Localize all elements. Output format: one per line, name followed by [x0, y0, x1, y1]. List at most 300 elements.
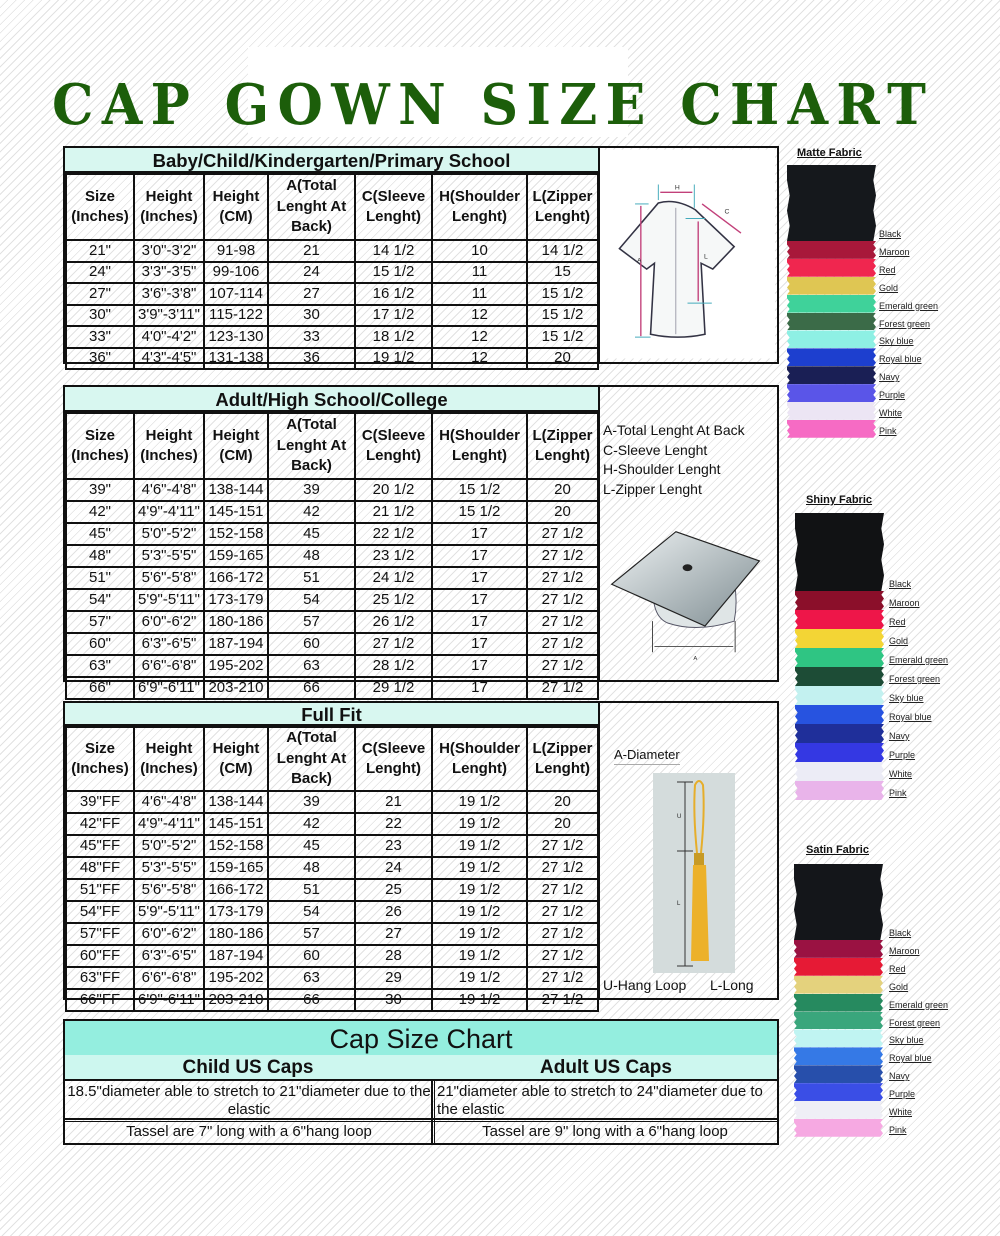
table-cell: 6'0"-6'2"	[134, 611, 204, 633]
table-row	[66, 945, 598, 967]
table-cell: 27 1/2	[527, 633, 598, 655]
tassel-diameter-label: A-Diameter	[614, 747, 680, 765]
table-cell: 60	[268, 945, 355, 967]
table-cell: 173-179	[204, 589, 268, 611]
column-header	[355, 727, 432, 791]
table-cell: 42"	[66, 501, 134, 523]
table-row	[66, 633, 598, 655]
fabric-color-label: White	[879, 408, 903, 418]
fabric-color-label: Maroon	[879, 246, 910, 257]
fabric-swatch	[795, 686, 884, 705]
table-cell: 6'6"-6'8"	[134, 967, 204, 989]
fabric-color-label: Maroon	[889, 598, 920, 608]
table-cell: 27 1/2	[527, 835, 598, 857]
table-cell: 159-165	[204, 857, 268, 879]
table-cell: 20	[527, 479, 598, 501]
column-header	[268, 174, 355, 240]
column-header	[355, 413, 432, 479]
table-cell: 20	[527, 501, 598, 523]
column-header-line: H(Shoulder	[439, 426, 520, 444]
table-cell: 15	[527, 262, 598, 284]
fabric-color-label: Royal blue	[879, 354, 922, 365]
table-row	[66, 479, 598, 501]
table-row	[66, 879, 598, 901]
table-cell: 27 1/2	[527, 545, 598, 567]
column-header	[527, 174, 598, 240]
header-row	[66, 174, 598, 240]
fabric-swatch	[787, 259, 876, 277]
table-cell: 123-130	[204, 326, 268, 348]
table-cell: 195-202	[204, 967, 268, 989]
table-cell: 159-165	[204, 545, 268, 567]
table-cell: 6'3"-6'5"	[134, 633, 204, 655]
table-row	[66, 835, 598, 857]
table-cell: 39"	[66, 479, 134, 501]
table-cell: 39	[268, 791, 355, 813]
column-header-line: Height	[145, 187, 193, 205]
table-cell: 27 1/2	[355, 633, 432, 655]
table-cell: 19 1/2	[432, 989, 527, 1011]
column-header-line: (Inches)	[140, 208, 198, 225]
table-cell: 19 1/2	[432, 879, 527, 901]
table-cell: 54	[268, 901, 355, 923]
fabric-color-label: Forest green	[889, 1017, 941, 1028]
table-cell: 20 1/2	[355, 479, 432, 501]
fabric-color-label: Forest green	[889, 674, 941, 684]
table-cell: 16 1/2	[355, 283, 432, 305]
fabric-color-label: Navy	[879, 372, 900, 383]
fabric-swatch-column	[787, 165, 876, 438]
cap-label-a: A	[693, 656, 698, 663]
fabric-color-label: Red	[889, 617, 906, 627]
table-cell: 17	[432, 655, 527, 677]
table-cell: 12	[432, 305, 527, 327]
table-cell: 203-210	[204, 677, 268, 699]
fabric-color-label: Sky blue	[889, 693, 924, 703]
header-row	[66, 727, 598, 791]
table-cell: 33"	[66, 326, 134, 348]
fabric-color-label: White	[889, 1107, 913, 1117]
column-header	[134, 727, 204, 791]
table-cell: 66	[268, 989, 355, 1011]
table-cell: 28 1/2	[355, 655, 432, 677]
legend-and-cap-panel	[598, 387, 777, 680]
table-cell: 24	[268, 262, 355, 284]
column-header-line: Lenght)	[452, 760, 507, 777]
table-cell: 203-210	[204, 989, 268, 1011]
fabric-swatch	[795, 724, 884, 743]
table-cell: 27 1/2	[527, 857, 598, 879]
table-cell: 138-144	[204, 791, 268, 813]
table-cell: 26	[355, 901, 432, 923]
table-cell: 15 1/2	[432, 501, 527, 523]
column-header-line: Lenght At	[276, 197, 347, 215]
table-row	[66, 611, 598, 633]
table-cell: 4'9"-4'11"	[134, 813, 204, 835]
fabric-title: Shiny Fabric	[806, 494, 873, 506]
fabric-swatch	[787, 241, 876, 259]
column-header-line: (CM)	[219, 760, 253, 777]
table-cell: 6'6"-6'8"	[134, 655, 204, 677]
fabric-color-label: Maroon	[889, 945, 920, 956]
fabric-swatch	[787, 330, 876, 348]
table-cell: 166-172	[204, 879, 268, 901]
table-cell: 23 1/2	[355, 545, 432, 567]
table-cell: 48"FF	[66, 857, 134, 879]
table-cell: 115-122	[204, 305, 268, 327]
table-cell: 166-172	[204, 567, 268, 589]
fabric-swatch	[795, 762, 884, 781]
adult-size-table	[65, 412, 599, 700]
table-cell: 131-138	[204, 348, 268, 370]
column-header-line: Lenght At	[276, 436, 347, 454]
column-header-line: Height	[212, 739, 260, 757]
table-cell: 29 1/2	[355, 677, 432, 699]
fabric-color-label: Emerald green	[889, 999, 949, 1010]
fabric-swatch	[795, 610, 884, 629]
full-fit-size-table	[65, 726, 599, 1012]
fabric-swatch	[794, 958, 883, 976]
fabric-swatch	[787, 348, 876, 366]
table-cell: 3'9"-3'11"	[134, 305, 204, 327]
column-header	[432, 413, 527, 479]
table-cell: 4'0"-4'2"	[134, 326, 204, 348]
table-cell: 19 1/2	[432, 791, 527, 813]
table-cell: 15 1/2	[355, 262, 432, 284]
table-cell: 17	[432, 545, 527, 567]
column-header-line: H(Shoulder	[439, 739, 520, 757]
table-cell: 60"FF	[66, 945, 134, 967]
table-heading: Full Fit	[65, 703, 598, 726]
measurement-legend	[603, 421, 745, 500]
column-header-line: (CM)	[219, 208, 253, 225]
table-cell: 19 1/2	[432, 835, 527, 857]
table-cell: 27 1/2	[527, 989, 598, 1011]
column-header-line: Lenght)	[452, 208, 507, 225]
table-cell: 17	[432, 611, 527, 633]
column-header-line: Lenght)	[535, 447, 590, 464]
table-cell: 45	[268, 523, 355, 545]
table-cell: 17 1/2	[355, 305, 432, 327]
adult-size-table-panel	[63, 385, 779, 696]
table-cell: 6'0"-6'2"	[134, 923, 204, 945]
column-header-line: L(Zipper	[532, 739, 593, 757]
table-cell: 28	[355, 945, 432, 967]
column-header-line: Lenght)	[535, 208, 590, 225]
table-cell: 20	[527, 813, 598, 835]
fabric-swatch	[787, 384, 876, 402]
fabric-color-label: Purple	[889, 750, 916, 760]
table-row	[66, 283, 598, 305]
table-cell: 17	[432, 677, 527, 699]
fabric-swatch	[795, 513, 884, 591]
table-cell: 51"	[66, 567, 134, 589]
table-cell: 19 1/2	[432, 813, 527, 835]
fabric-swatch	[795, 667, 884, 686]
table-cell: 27 1/2	[527, 611, 598, 633]
column-header-line: Size	[84, 187, 115, 205]
column-header-line: Height	[145, 426, 193, 444]
table-row	[66, 545, 598, 567]
fabric-swatch	[787, 420, 876, 438]
table-cell: 39"FF	[66, 791, 134, 813]
column-header-line: Lenght)	[366, 447, 421, 464]
table-row	[66, 655, 598, 677]
table-cell: 19 1/2	[432, 945, 527, 967]
table-row	[66, 240, 598, 262]
table-cell: 3'3"-3'5"	[134, 262, 204, 284]
table-cell: 187-194	[204, 633, 268, 655]
table-cell: 27 1/2	[527, 567, 598, 589]
column-header-line: Lenght)	[535, 760, 590, 777]
table-cell: 5'0"-5'2"	[134, 523, 204, 545]
column-header-line: Height	[145, 739, 193, 757]
table-cell: 48	[268, 545, 355, 567]
adult-diameter-cell: 21"diameter able to stretch to 24"diameter due to the elastic	[437, 1083, 763, 1118]
column-header-line: H(Shoulder	[439, 187, 520, 205]
column-header	[268, 727, 355, 791]
table-cell: 99-106	[204, 262, 268, 284]
fabric-swatch	[795, 629, 884, 648]
table-row	[66, 967, 598, 989]
table-cell: 18 1/2	[355, 326, 432, 348]
table-cell: 66"FF	[66, 989, 134, 1011]
child-tassel-cell: Tassel are 7" long with a 6"hang loop	[126, 1123, 372, 1140]
table-cell: 51	[268, 879, 355, 901]
table-cell: 145-151	[204, 813, 268, 835]
table-row	[66, 262, 598, 284]
table-row	[66, 923, 598, 945]
column-header-line: (CM)	[219, 447, 253, 464]
tassel-label-u: U	[677, 814, 682, 820]
column-header-line: C(Sleeve	[361, 187, 426, 205]
fabric-swatch	[794, 1065, 883, 1083]
table-cell: 6'9"-6'11"	[134, 677, 204, 699]
legend-item: C-Sleeve Lenght	[603, 441, 708, 458]
fabric-swatch	[787, 277, 876, 295]
table-cell: 195-202	[204, 655, 268, 677]
table-cell: 45"FF	[66, 835, 134, 857]
fabric-title: Matte Fabric	[797, 147, 862, 159]
column-header-line: Lenght)	[366, 760, 421, 777]
table-cell: 27 1/2	[527, 523, 598, 545]
gown-label-h: H	[674, 184, 680, 192]
table-cell: 54"	[66, 589, 134, 611]
table-cell: 12	[432, 348, 527, 370]
column-header	[355, 174, 432, 240]
table-row	[66, 857, 598, 879]
table-cell: 19 1/2	[355, 348, 432, 370]
table-cell: 51	[268, 567, 355, 589]
table-cell: 138-144	[204, 479, 268, 501]
column-header	[527, 727, 598, 791]
table-cell: 42	[268, 813, 355, 835]
table-row	[66, 326, 598, 348]
column-header-line: (Inches)	[71, 208, 129, 225]
table-cell: 24	[355, 857, 432, 879]
table-cell: 14 1/2	[355, 240, 432, 262]
table-heading: Adult/High School/College	[65, 387, 598, 412]
table-cell: 11	[432, 262, 527, 284]
child-diameter-cell: 18.5"diameter able to stretch to 21"diameter due to the elastic	[67, 1083, 431, 1118]
table-cell: 19 1/2	[432, 923, 527, 945]
cap-size-chart	[63, 1019, 779, 1145]
table-row	[66, 791, 598, 813]
fabric-swatch	[794, 1119, 883, 1137]
table-cell: 63	[268, 655, 355, 677]
header-row	[66, 413, 598, 479]
table-heading: Baby/Child/Kindergarten/Primary School	[65, 148, 598, 173]
column-header-line: (Inches)	[71, 760, 129, 777]
table-cell: 48"	[66, 545, 134, 567]
column-header-line: Lenght)	[452, 447, 507, 464]
fabric-swatch	[795, 591, 884, 610]
table-cell: 27 1/2	[527, 655, 598, 677]
fabric-swatch	[794, 994, 883, 1012]
table-cell: 187-194	[204, 945, 268, 967]
column-header	[134, 413, 204, 479]
table-cell: 27 1/2	[527, 677, 598, 699]
page-title: CAP GOWN SIZE CHART	[52, 72, 935, 138]
table-cell: 27	[355, 923, 432, 945]
table-cell: 36	[268, 348, 355, 370]
fabric-color-label: Gold	[889, 981, 909, 992]
table-cell: 20	[527, 791, 598, 813]
gown-diagram-panel	[598, 148, 777, 362]
table-cell: 21	[268, 240, 355, 262]
fabric-color-label: Black	[889, 579, 912, 589]
fabric-swatch-column	[794, 864, 883, 1137]
table-cell: 5'6"-5'8"	[134, 879, 204, 901]
column-header-line: (Inches)	[71, 447, 129, 464]
table-cell: 3'6"-3'8"	[134, 283, 204, 305]
adult-caps-heading: Adult US Caps	[540, 1057, 672, 1078]
table-cell: 42	[268, 501, 355, 523]
fabric-color-label: Royal blue	[889, 712, 932, 722]
child-size-table-panel	[63, 146, 779, 367]
table-cell: 26 1/2	[355, 611, 432, 633]
column-header-line: A(Total	[286, 416, 337, 434]
table-cell: 19 1/2	[432, 857, 527, 879]
column-header-line: A(Total	[286, 177, 337, 195]
table-cell: 29	[355, 967, 432, 989]
table-cell: 4'6"-4'8"	[134, 479, 204, 501]
table-cell: 66"	[66, 677, 134, 699]
fabric-swatch	[794, 1101, 883, 1119]
table-cell: 24"	[66, 262, 134, 284]
table-cell: 54	[268, 589, 355, 611]
fabric-color-label: Pink	[889, 1124, 907, 1135]
table-cell: 4'3"-4'5"	[134, 348, 204, 370]
cap-board-icon	[612, 532, 760, 626]
table-cell: 145-151	[204, 501, 268, 523]
table-cell: 152-158	[204, 523, 268, 545]
table-cell: 23	[355, 835, 432, 857]
table-cell: 48	[268, 857, 355, 879]
fabric-color-label: Red	[889, 963, 906, 974]
column-header	[527, 413, 598, 479]
fabric-swatch	[794, 940, 883, 958]
fabric-swatch	[794, 1047, 883, 1065]
gown-label-c: C	[724, 208, 730, 216]
tassel-label-l: L	[677, 901, 681, 907]
column-header-line: Lenght At	[276, 749, 347, 767]
table-row	[66, 305, 598, 327]
table-cell: 17	[432, 633, 527, 655]
column-header-line: C(Sleeve	[361, 739, 426, 757]
table-cell: 63"	[66, 655, 134, 677]
table-cell: 57"FF	[66, 923, 134, 945]
table-cell: 3'0"-3'2"	[134, 240, 204, 262]
column-header	[432, 174, 527, 240]
table-cell: 15 1/2	[527, 283, 598, 305]
table-cell: 12	[432, 326, 527, 348]
fabric-color-label: Sky blue	[879, 336, 914, 347]
table-row	[66, 589, 598, 611]
tassel-photo	[653, 773, 735, 973]
table-cell: 107-114	[204, 283, 268, 305]
column-header	[134, 174, 204, 240]
table-cell: 30	[268, 305, 355, 327]
gown-label-l: L	[704, 253, 708, 261]
column-header	[66, 174, 134, 240]
table-cell: 25 1/2	[355, 589, 432, 611]
column-header-line: A(Total	[286, 729, 337, 747]
column-header-line: (Inches)	[140, 447, 198, 464]
long-label: L-Long	[710, 977, 754, 993]
table-cell: 20	[527, 348, 598, 370]
column-header	[268, 413, 355, 479]
table-cell: 10	[432, 240, 527, 262]
table-row	[66, 813, 598, 835]
table-cell: 60"	[66, 633, 134, 655]
fabric-swatch	[795, 705, 884, 724]
fabric-color-label: Black	[879, 229, 902, 239]
column-header-line: Back)	[291, 218, 332, 236]
table-cell: 45	[268, 835, 355, 857]
column-header-line: Size	[84, 426, 115, 444]
column-divider	[431, 1081, 435, 1143]
column-header	[204, 413, 268, 479]
gown-diagram	[600, 148, 775, 360]
table-cell: 27 1/2	[527, 967, 598, 989]
fabric-swatch	[787, 313, 876, 331]
tassel-icon	[691, 865, 709, 961]
table-cell: 54"FF	[66, 901, 134, 923]
table-cell: 21 1/2	[355, 501, 432, 523]
fabric-title: Satin Fabric	[806, 844, 869, 856]
table-row	[66, 567, 598, 589]
table-cell: 5'9"-5'11"	[134, 589, 204, 611]
tassel-panel	[598, 703, 777, 998]
table-row	[66, 501, 598, 523]
fabric-swatch	[787, 402, 876, 420]
table-cell: 4'9"-4'11"	[134, 501, 204, 523]
fabric-color-label: Purple	[889, 1089, 916, 1100]
fabric-color-label: Emerald green	[889, 655, 949, 665]
full-fit-size-table-panel	[63, 701, 779, 1008]
fabric-swatch	[787, 366, 876, 384]
fabric-swatch	[787, 165, 876, 241]
adult-tassel-cell: Tassel are 9" long with a 6"hang loop	[482, 1123, 728, 1140]
column-header	[66, 413, 134, 479]
table-cell: 57	[268, 611, 355, 633]
column-header	[66, 727, 134, 791]
table-cell: 15 1/2	[527, 326, 598, 348]
table-cell: 6'9"-6'11"	[134, 989, 204, 1011]
fabric-swatch	[794, 1029, 883, 1047]
table-cell: 33	[268, 326, 355, 348]
